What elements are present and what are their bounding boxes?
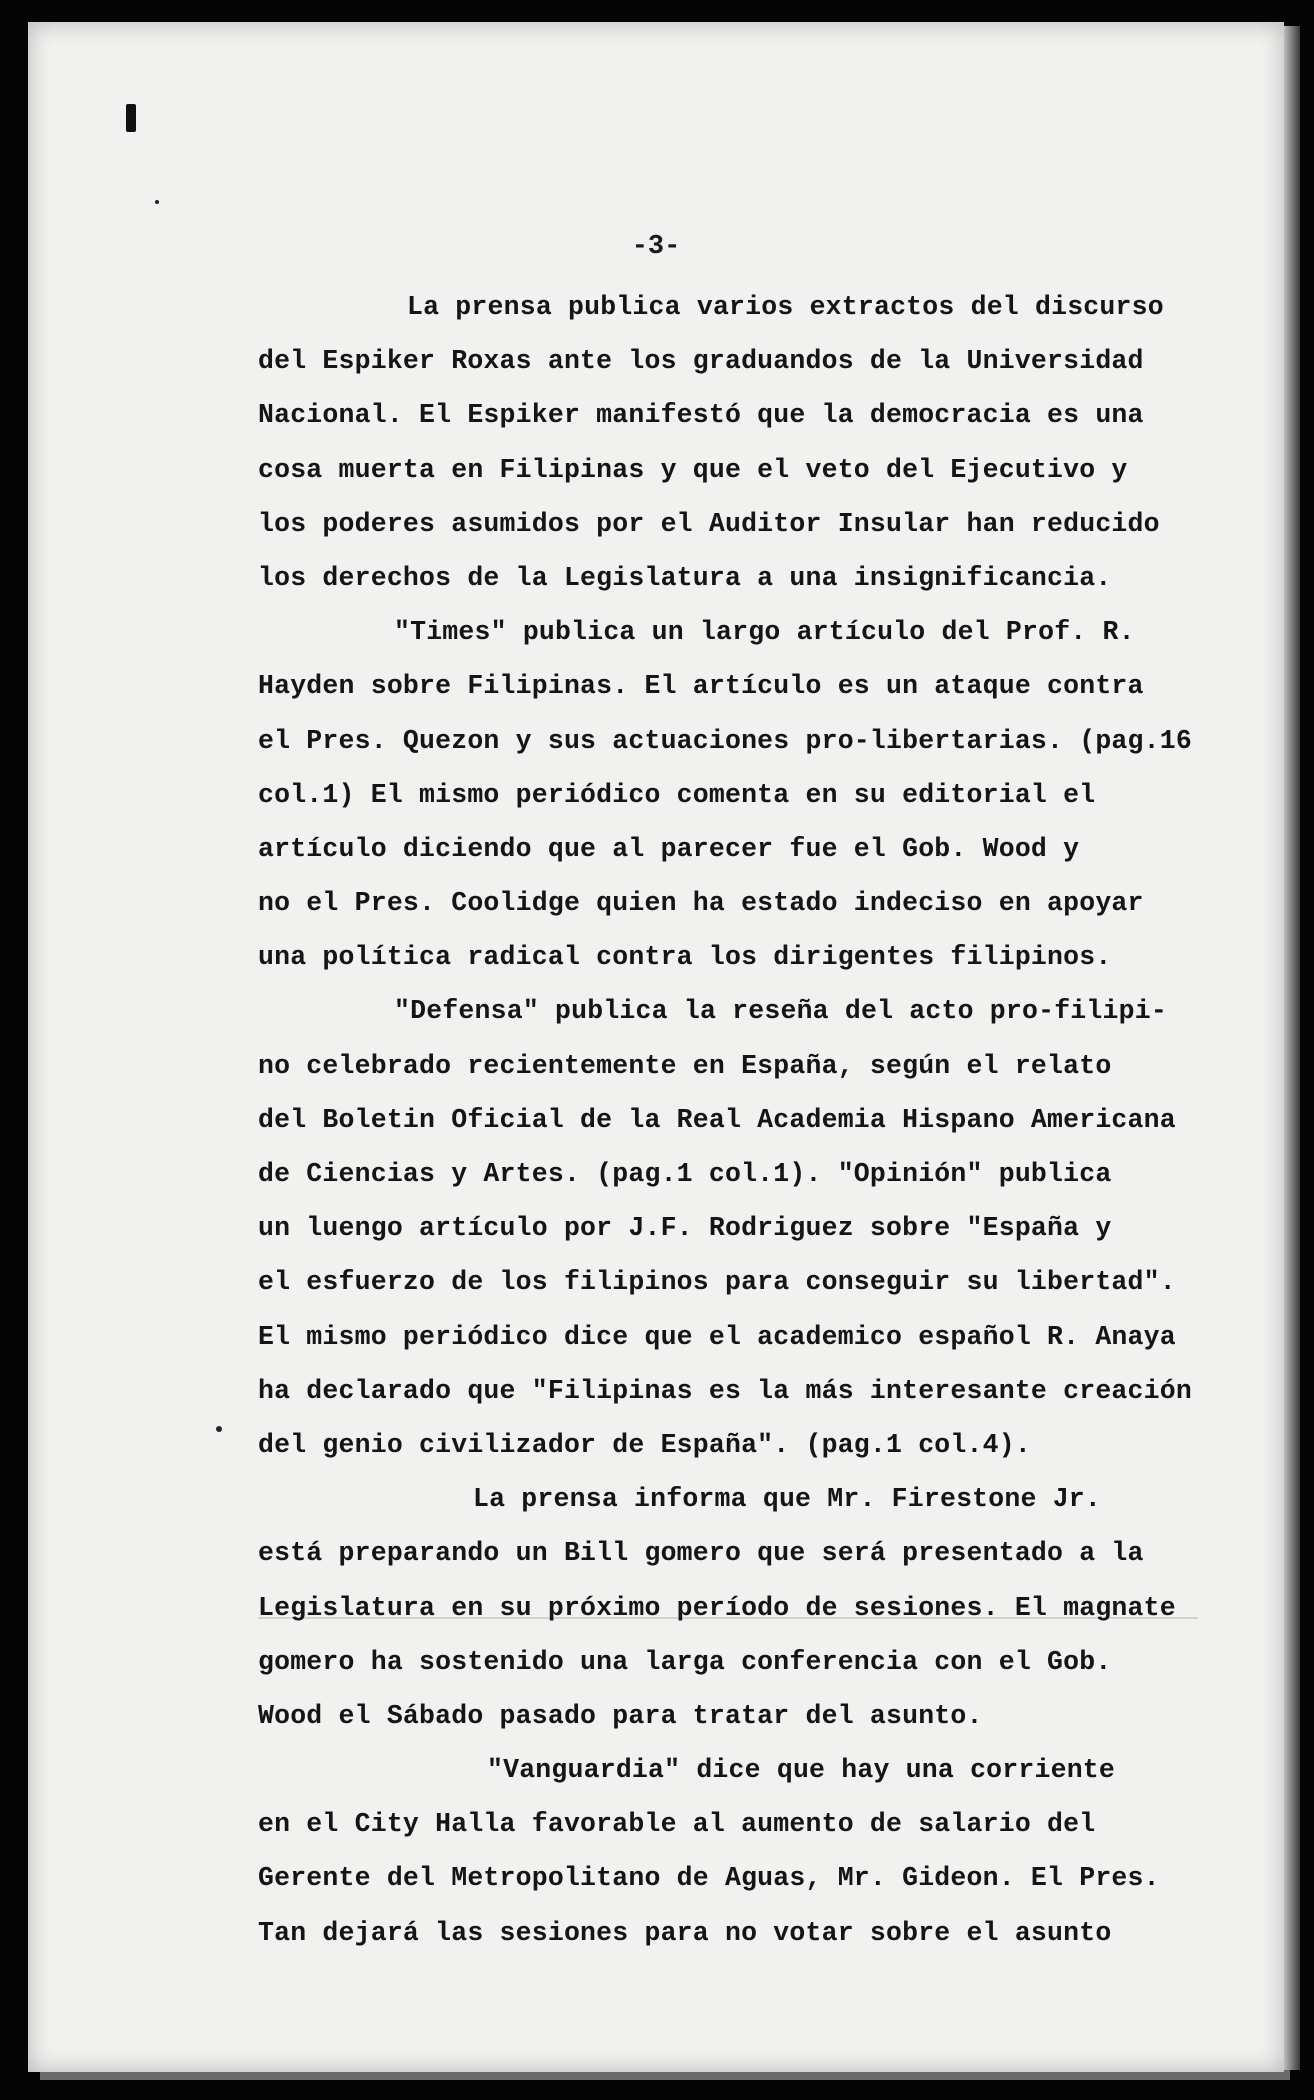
text-line: Hayden sobre Filipinas. El artículo es un ataque contra xyxy=(258,671,1144,702)
text-line: col.1) El mismo periódico comenta en su editorial el xyxy=(258,779,1096,810)
text-line: Wood el Sábado pasado para tratar del asunto. xyxy=(258,1700,983,1731)
staple-mark xyxy=(126,104,136,132)
text-line: cosa muerta en Filipinas y que el veto del Ejecutivo y xyxy=(258,454,1128,485)
text-line: en el City Halla favorable al aumento de salario del xyxy=(258,1809,1096,1840)
paragraph xyxy=(258,984,1238,1472)
text-line: La prensa informa que Mr. Firestone Jr. xyxy=(473,1484,1102,1515)
page-number: -3- xyxy=(631,232,681,262)
text-line: del Espiker Roxas ante los graduandos de la Universidad xyxy=(258,346,1144,377)
text-line: los derechos de la Legislatura a una insignificancia. xyxy=(258,562,1112,593)
text-line: una política radical contra los dirigentes filipinos. xyxy=(258,942,1112,973)
paragraph xyxy=(258,1743,1238,1960)
text-line: está preparando un Bill gomero que será presentado a la xyxy=(258,1538,1144,1569)
ink-speck xyxy=(216,1426,222,1432)
paragraph xyxy=(258,605,1238,984)
text-line: Legislatura en su próximo período de sesiones. El magnate xyxy=(258,1592,1176,1623)
text-line: Nacional. El Espiker manifestó que la democracia es una xyxy=(258,400,1144,431)
text-line: "Vanguardia" dice que hay una corriente xyxy=(487,1755,1116,1786)
text-line: el Pres. Quezon y sus actuaciones pro-libertarias. (pag.16 xyxy=(258,725,1192,756)
text-line: no el Pres. Coolidge quien ha estado indeciso en apoyar xyxy=(258,888,1144,919)
text-line: Gerente del Metropolitano de Aguas, Mr. Gideon. El Pres. xyxy=(258,1863,1160,1894)
text-line: el esfuerzo de los filipinos para conseguir su libertad". xyxy=(258,1267,1176,1298)
text-line: del Boletin Oficial de la Real Academia Hispano Americana xyxy=(258,1104,1176,1135)
text-line: no celebrado recientemente en España, según el relato xyxy=(258,1050,1112,1081)
text-line: Tan dejará las sesiones para no votar sobre el asunto xyxy=(258,1917,1112,1948)
text-line: gomero ha sostenido una larga conferencia con el Gob. xyxy=(258,1646,1112,1677)
text-line: un luengo artículo por J.F. Rodriguez sobre "España y xyxy=(258,1213,1112,1244)
paper-stack-edge-right xyxy=(1284,26,1300,2070)
text-line: ha declarado que "Filipinas es la más interesante creación xyxy=(258,1375,1192,1406)
text-line: "Times" publica un largo artículo del Prof. R. xyxy=(394,617,1135,648)
ink-speck xyxy=(155,200,159,204)
text-line: "Defensa" publica la reseña del acto pro-filipi- xyxy=(394,996,1167,1027)
paragraph xyxy=(258,1472,1238,1743)
text-line: de Ciencias y Artes. (pag.1 col.1). "Opinión" publica xyxy=(258,1159,1112,1189)
document-body xyxy=(258,280,1238,1960)
paragraph xyxy=(258,280,1238,605)
text-line: El mismo periódico dice que el academico español R. Anaya xyxy=(258,1321,1176,1352)
text-line: del genio civilizador de España". (pag.1 col.4). xyxy=(258,1429,1031,1460)
text-line: artículo diciendo que al parecer fue el Gob. Wood y xyxy=(258,833,1080,864)
text-line: La prensa publica varios extractos del discurso xyxy=(407,292,1164,322)
text-line: los poderes asumidos por el Auditor Insular han reducido xyxy=(258,508,1160,539)
typewritten-page xyxy=(28,22,1284,2072)
